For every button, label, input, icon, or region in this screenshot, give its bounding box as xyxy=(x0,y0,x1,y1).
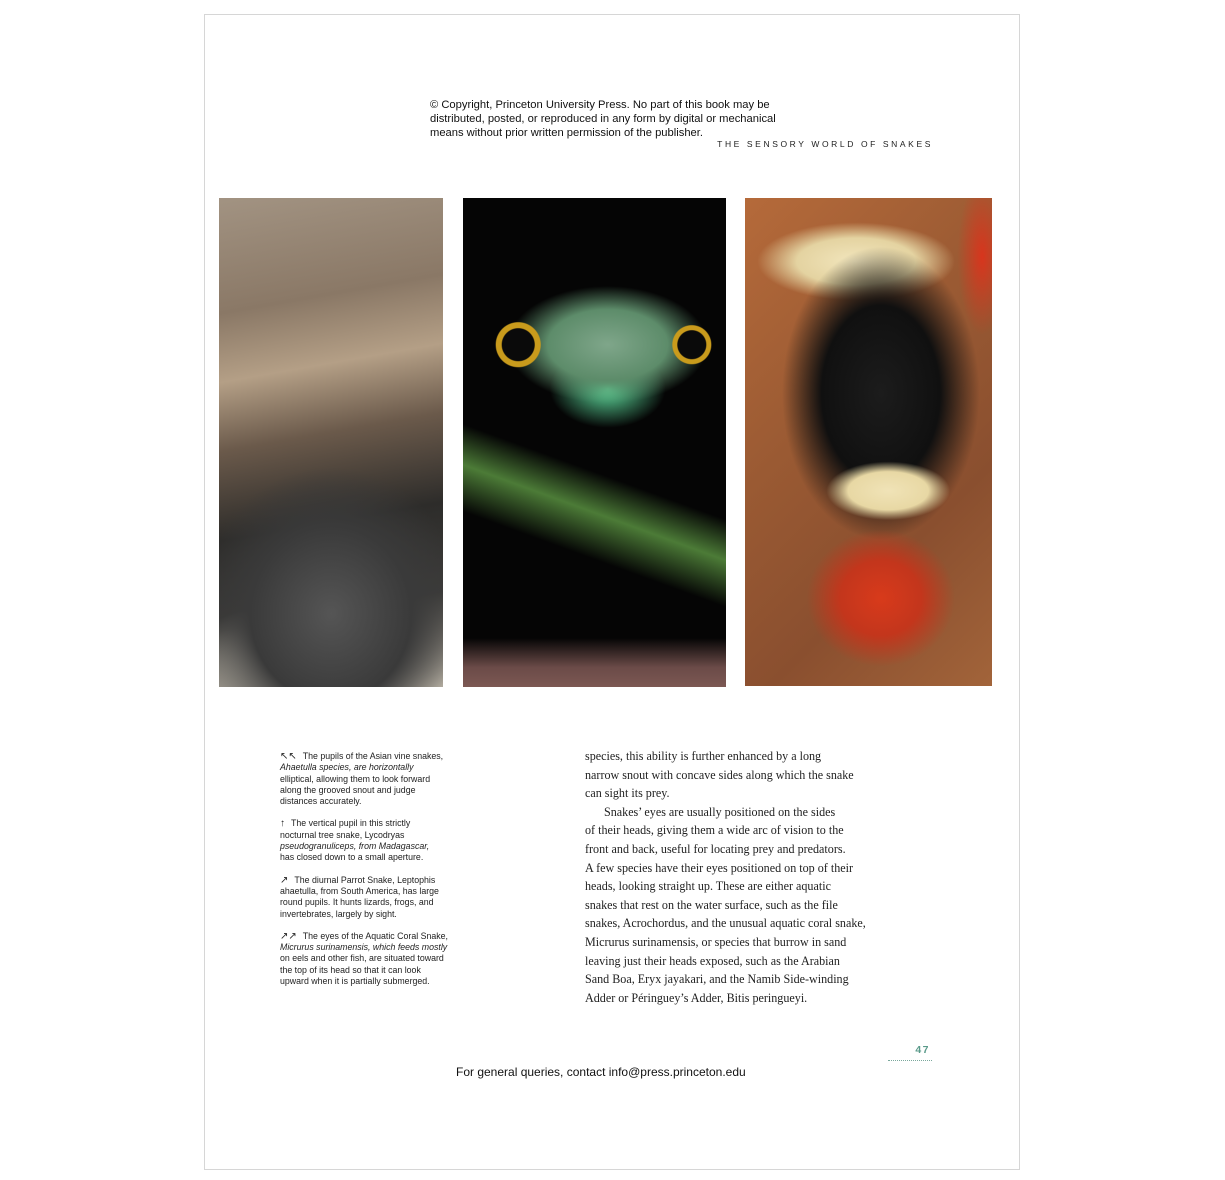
caption-line: on eels and other fish, are situated toward xyxy=(280,953,444,964)
caption-line: Micrurus surinamensis, which feeds mostly xyxy=(280,942,448,953)
caption-line: ahaetulla, from South America, has large xyxy=(280,885,439,896)
body-line: A few species have their eyes positioned on top of their xyxy=(585,860,854,875)
footer-contact: For general queries, contact info@press.princeton.edu xyxy=(456,1065,746,1079)
photo-captions xyxy=(280,751,470,998)
caption-line: Ahaetulla species, are horizontally xyxy=(280,762,414,773)
body-line: of their heads, giving them a wide arc of vision to the xyxy=(585,823,844,838)
caption-parrot-snake xyxy=(280,875,470,920)
body-line: snakes that rest on the water surface, such as the file xyxy=(585,897,838,912)
caption-line: elliptical, allowing them to look forward xyxy=(280,773,431,784)
body-line: front and back, useful for locating prey and predators. xyxy=(585,841,846,856)
body-line: can sight its prey. xyxy=(585,786,670,801)
caption-line: the top of its head so that it can look xyxy=(280,964,421,975)
caption-coral-snake xyxy=(280,931,470,987)
page-number: 47 xyxy=(915,1044,930,1056)
page-number-rule xyxy=(888,1058,932,1061)
body-line: heads, looking straight up. These are either aquatic xyxy=(585,879,831,894)
body-line: species, this ability is further enhanced by a long xyxy=(585,749,822,763)
photo-asian-vine-snake xyxy=(219,198,443,687)
caption-line: invertebrates, largely by sight. xyxy=(280,908,397,919)
caption-line: along the grooved snout and judge xyxy=(280,784,416,795)
caption-line: The vertical pupil in this strictly xyxy=(291,818,411,829)
photo-aquatic-coral-snake xyxy=(745,198,992,686)
caption-line: round pupils. It hunts lizards, frogs, and xyxy=(280,897,434,908)
photo-parrot-snake xyxy=(463,198,726,687)
body-line: leaving just their heads exposed, such as the Arabian xyxy=(585,953,840,968)
copyright-line: distributed, posted, or reproduced in any form by digital or mechanical xyxy=(430,113,776,125)
caption-line: The eyes of the Aquatic Coral Snake, xyxy=(302,930,449,941)
caption-tree-snake xyxy=(280,818,470,863)
copyright-line: means without prior written permission of the publisher. xyxy=(430,127,703,139)
arrow-up-icon: ↑ xyxy=(280,818,285,830)
copyright-notice xyxy=(430,98,800,140)
arrow-up-left-icon: ↖↖ xyxy=(280,751,297,762)
caption-line: pseudogranuliceps, from Madagascar, xyxy=(280,841,430,852)
body-line: Snakes’ eyes are usually positioned on the sides xyxy=(604,804,836,819)
body-line: narrow snout with concave sides along which the snake xyxy=(585,767,854,782)
body-text xyxy=(585,747,880,1007)
body-line: Adder or Péringuey’s Adder, Bitis peringueyi. xyxy=(585,990,808,1005)
arrow-double-up-right-icon: ↗↗ xyxy=(280,930,297,942)
copyright-line: © Copyright, Princeton University Press. No part of this book may be xyxy=(430,99,770,111)
caption-vine-snake xyxy=(280,751,470,807)
caption-line: nocturnal tree snake, Lycodryas xyxy=(280,829,405,840)
caption-line: The diurnal Parrot Snake, Leptophis xyxy=(294,874,436,885)
caption-line: upward when it is partially submerged. xyxy=(280,976,430,987)
caption-line: has closed down to a small aperture. xyxy=(280,852,424,863)
body-line: Sand Boa, Eryx jayakari, and the Namib Side-winding xyxy=(585,972,849,987)
caption-line: The pupils of the Asian vine snakes, xyxy=(302,751,444,761)
body-line: Micrurus surinamensis, or species that burrow in sand xyxy=(585,934,847,949)
arrow-up-right-icon: ↗ xyxy=(280,874,289,886)
caption-line: distances accurately. xyxy=(280,796,362,807)
running-head: THE SENSORY WORLD OF SNAKES xyxy=(717,139,933,149)
body-line: snakes, Acrochordus, and the unusual aquatic coral snake, xyxy=(585,916,866,931)
